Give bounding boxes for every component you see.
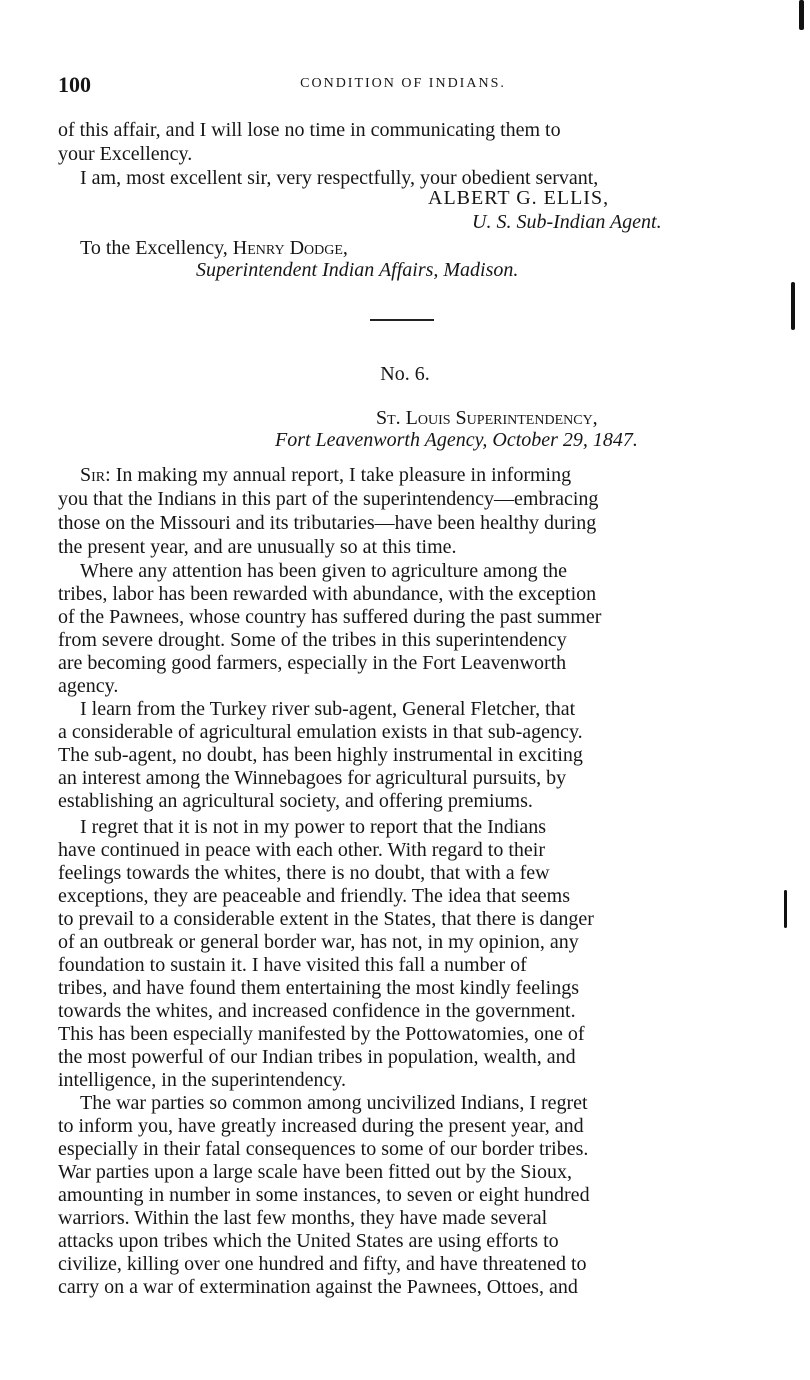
superintendency-heading: St. Louis Superintendency, — [376, 407, 598, 429]
signature-title: U. S. Sub-Indian Agent. — [472, 211, 662, 233]
text-line: tribes, and have found them entertaining the most kindly feelings — [58, 977, 579, 999]
text-line: foundation to sustain it. I have visited this fall a number of — [58, 954, 527, 976]
document-number: No. 6. — [380, 363, 430, 385]
text-line: have continued in peace with each other. With regard to their — [58, 839, 545, 861]
page-header — [58, 72, 748, 102]
text-line: especially in their fatal consequences to some of our border tribes. — [58, 1138, 589, 1160]
salutation: Sir: — [80, 464, 111, 486]
text-line: you that the Indians in this part of the superintendency—embracing — [58, 488, 599, 510]
text-line: The war parties so common among uncivilized Indians, I regret — [80, 1092, 588, 1114]
text-line: the present year, and are unusually so at this time. — [58, 536, 457, 558]
text-line: of the Pawnees, whose country has suffered during the past summer — [58, 606, 602, 628]
signature-name: ALBERT G. ELLIS, — [428, 187, 610, 209]
scan-edge-mark — [784, 890, 787, 928]
section-divider — [370, 319, 434, 321]
text-line: I regret that it is not in my power to report that the Indians — [80, 816, 546, 838]
text-line: the most powerful of our Indian tribes in population, wealth, and — [58, 1046, 576, 1068]
text-line: amounting in number in some instances, to seven or eight hundred — [58, 1184, 590, 1206]
text-line: agency. — [58, 675, 119, 697]
text-line: to prevail to a considerable extent in the States, that there is danger — [58, 908, 594, 930]
addressee-name: Henry Dodge, — [232, 237, 348, 259]
text-line: intelligence, in the superintendency. — [58, 1069, 347, 1091]
text-line: I am, most excellent sir, very respectfully, your obedient servant, — [80, 167, 599, 189]
text-line: tribes, labor has been rewarded with abundance, with the exception — [58, 583, 597, 605]
text-line: establishing an agricultural society, and offering premiums. — [58, 790, 533, 812]
addressee-prefix: To the Excellency, — [80, 237, 233, 259]
text-line: from severe drought. Some of the tribes in this superintendency — [58, 629, 567, 651]
agency-dateline: Fort Leavenworth Agency, October 29, 1847. — [275, 429, 638, 451]
page-number: 100 — [58, 72, 91, 97]
text-line: those on the Missouri and its tributaries—have been healthy during — [58, 512, 597, 534]
text-line: The sub-agent, no doubt, has been highly instrumental in exciting — [58, 744, 583, 766]
text-line: feelings towards the whites, there is no doubt, that with a few — [58, 862, 550, 884]
addressee-line — [80, 236, 348, 260]
running-title: CONDITION OF INDIANS. — [300, 76, 506, 91]
text-line: your Excellency. — [58, 143, 193, 165]
text-line: to inform you, have greatly increased during the present year, and — [58, 1115, 584, 1137]
text-line: carry on a war of extermination against the Pawnees, Ottoes, and — [58, 1276, 578, 1298]
text-line: of this affair, and I will lose no time in communicating them to — [58, 119, 561, 141]
scan-edge-mark — [799, 0, 804, 30]
text-line: War parties upon a large scale have been fitted out by the Sioux, — [58, 1161, 572, 1183]
text-line: Where any attention has been given to agriculture among the — [80, 560, 568, 582]
text-line: of an outbreak or general border war, has not, in my opinion, any — [58, 931, 579, 953]
scan-edge-mark — [791, 282, 795, 330]
text-line: a considerable of agricultural emulation exists in that sub-agency. — [58, 721, 583, 743]
text-line: are becoming good farmers, especially in the Fort Leavenworth — [58, 652, 567, 674]
text-line: warriors. Within the last few months, they have made several — [58, 1207, 548, 1229]
text-line: civilize, killing over one hundred and fifty, and have threatened to — [58, 1253, 587, 1275]
addressee-title: Superintendent Indian Affairs, Madison. — [196, 259, 519, 281]
text-line: This has been especially manifested by the Pottowatomies, one of — [58, 1023, 585, 1045]
text-line: an interest among the Winnebagoes for agricultural pursuits, by — [58, 767, 567, 789]
text-line: I learn from the Turkey river sub-agent, General Fletcher, that — [80, 698, 576, 720]
text-line: attacks upon tribes which the United States are using efforts to — [58, 1230, 559, 1252]
text-line: exceptions, they are peaceable and friendly. The idea that seems — [58, 885, 570, 907]
text-line: towards the whites, and increased confidence in the government. — [58, 1000, 576, 1022]
text-line — [80, 463, 571, 487]
body-line-0: In making my annual report, I take pleasure in informing — [110, 464, 572, 486]
